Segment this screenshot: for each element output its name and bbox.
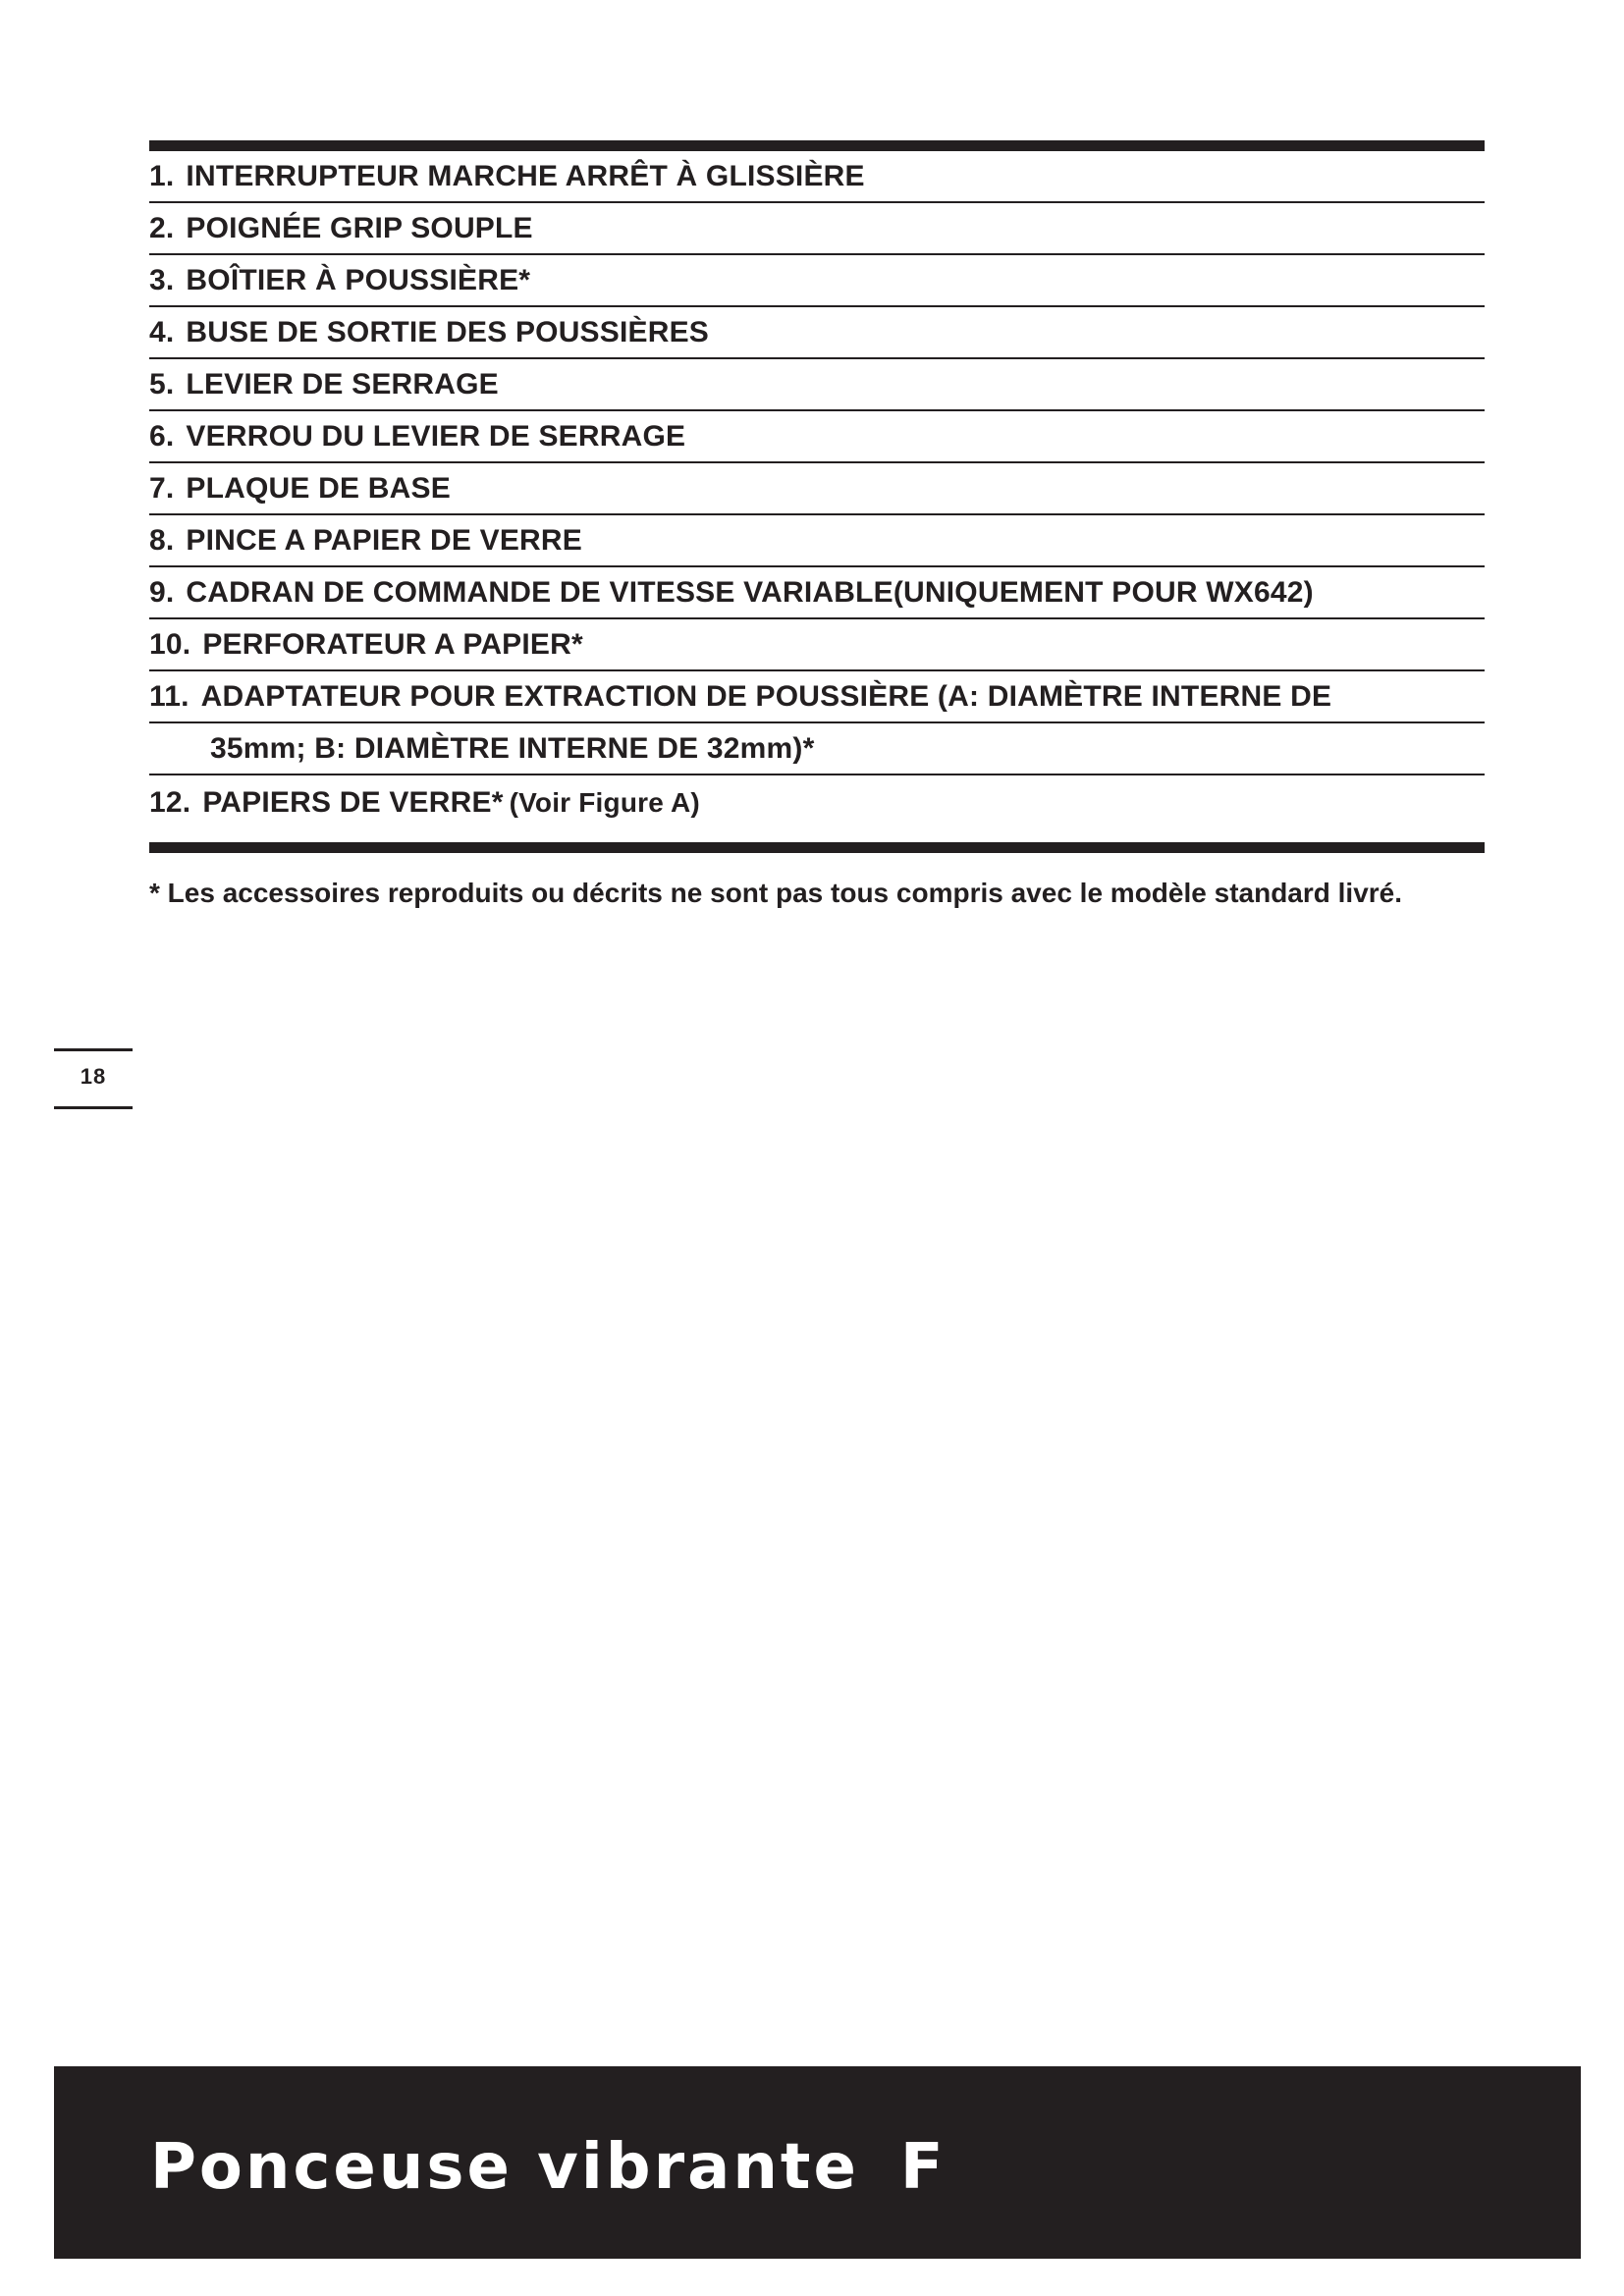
part-number: 5. bbox=[149, 368, 175, 400]
part-number: 4. bbox=[149, 316, 175, 348]
part-label: INTERRUPTEUR MARCHE ARRÊT À GLISSIÈRE bbox=[186, 160, 865, 192]
part-row-2 bbox=[149, 203, 1485, 255]
parts-list bbox=[149, 151, 1485, 828]
part-number: 2. bbox=[149, 212, 175, 244]
part-label: ADAPTATEUR POUR EXTRACTION DE POUSSIÈRE (A: DIAMÈTRE INTERNE DE bbox=[200, 680, 1332, 713]
part-number: 9. bbox=[149, 576, 175, 609]
part-number: 8. bbox=[149, 524, 175, 557]
part-row-10 bbox=[149, 619, 1485, 671]
part-row-11-continuation bbox=[149, 723, 1485, 775]
part-label-continuation: 35mm; B: DIAMÈTRE INTERNE DE 32mm)* bbox=[210, 732, 815, 765]
part-label: LEVIER DE SERRAGE bbox=[186, 368, 499, 400]
part-label: PINCE A PAPIER DE VERRE bbox=[186, 524, 582, 557]
product-title: Ponceuse vibrante bbox=[150, 2131, 859, 2204]
part-row-7 bbox=[149, 463, 1485, 515]
part-number: 11. bbox=[149, 680, 189, 713]
part-row-5 bbox=[149, 359, 1485, 411]
part-row-3 bbox=[149, 255, 1485, 307]
part-row-4 bbox=[149, 307, 1485, 359]
part-label: BUSE DE SORTIE DES POUSSIÈRES bbox=[186, 316, 710, 348]
part-number: 7. bbox=[149, 472, 175, 505]
accessories-footnote: * Les accessoires reproduits ou décrits ne sont pas tous compris avec le modèle standard livré. bbox=[149, 878, 1403, 908]
part-note: (Voir Figure A) bbox=[509, 787, 700, 818]
language-code: F bbox=[899, 2131, 947, 2204]
part-label: CADRAN DE COMMANDE DE VITESSE VARIABLE(UNIQUEMENT POUR WX642) bbox=[186, 576, 1314, 609]
part-number: 6. bbox=[149, 420, 175, 453]
part-label: PAPIERS DE VERRE* bbox=[202, 786, 504, 819]
part-row-12 bbox=[149, 775, 1485, 828]
part-label: POIGNÉE GRIP SOUPLE bbox=[186, 212, 533, 244]
footer-title bbox=[150, 2131, 947, 2204]
part-number: 3. bbox=[149, 264, 175, 296]
part-number: 10. bbox=[149, 628, 191, 661]
page-number-rule-top bbox=[54, 1048, 133, 1051]
part-label: PERFORATEUR A PAPIER* bbox=[202, 628, 583, 661]
part-row-6 bbox=[149, 411, 1485, 463]
part-row-8 bbox=[149, 515, 1485, 567]
part-label: PLAQUE DE BASE bbox=[186, 472, 451, 505]
part-number: 12. bbox=[149, 786, 191, 819]
footer-band bbox=[54, 2066, 1581, 2259]
top-rule bbox=[149, 140, 1485, 151]
part-row-11 bbox=[149, 671, 1485, 723]
part-row-9 bbox=[149, 567, 1485, 619]
bottom-rule bbox=[149, 842, 1485, 853]
page-number-rule-bottom bbox=[54, 1106, 133, 1109]
part-row-1 bbox=[149, 151, 1485, 203]
page-number: 18 bbox=[80, 1064, 107, 1089]
part-label: VERROU DU LEVIER DE SERRAGE bbox=[186, 420, 686, 453]
part-number: 1. bbox=[149, 160, 175, 192]
part-label: BOÎTIER À POUSSIÈRE* bbox=[186, 264, 531, 296]
